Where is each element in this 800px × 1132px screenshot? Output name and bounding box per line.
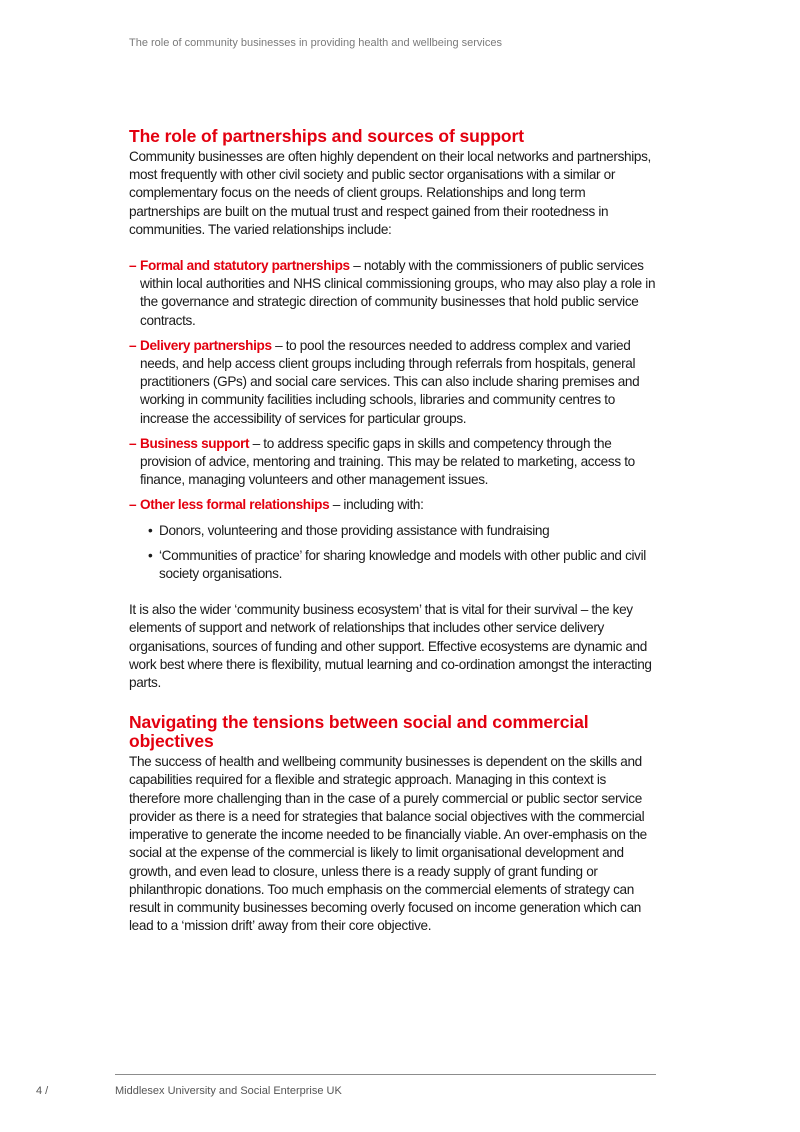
list-item-term: Business support [140,435,250,451]
tensions-paragraph: The success of health and wellbeing community businesses is dependent on the skills and capabilities required for a flexible and strategic approach. Managing in this context is therefore more challenging than in the case of a purely commercial or public sector service provider as there is a need for strategies that balance social objectives with the commercial imperative to generate the income needed to be financially viable. An over-emphasis on the social at the expense of the commercial is likely to limit organisational development and growth, and even lead to closure, unless there is a ready supply of grant funding or philanthropic donations. Too much emphasis on the commercial elements of strategy can result in community businesses becoming overly focused on income generation which can lead to a ‘mission drift’ away from their core objective. [129,754,647,934]
list-item-term: Delivery partnerships [140,337,272,353]
page-number: 4 / [36,1085,49,1097]
dash-marker: – [129,258,137,274]
footer-divider [115,1074,656,1075]
sub-bullet-text: Donors, volunteering and those providing assistance with fundraising [159,522,550,538]
list-item-formal-partnerships [129,257,659,330]
section-heading-partnerships: The role of partnerships and sources of support [129,126,524,146]
list-item-term: Other less formal relationships [140,497,330,513]
dash-marker: – [129,497,137,513]
dash-marker: – [129,337,137,353]
list-item-text: – notably with the commissioners of public services within local authorities and NHS clinical commissioning groups, who may also play a role in the governance and strategic direction of community businesses that hold public service contracts. [140,258,656,328]
list-item-term: Formal and statutory partnerships [140,258,350,274]
bullet-icon: • [148,547,153,563]
page-content [129,127,659,935]
list-item-other-relationships [129,496,659,583]
intro-paragraph: Community businesses are often highly dependent on their local networks and partnerships, most frequently with other civil society and public sector organisations with a similar or complementary focus on the needs of client groups. Relationships and long term partnerships are built on the mutual trust and respect gained from their rootedness in communities. The varied relationships include: [129,149,651,237]
list-item-text: – to address specific gaps in skills and competency through the provision of advice, mentoring and training. This may be related to marketing, access to finance, managing volunteers and other management issues. [140,435,635,488]
list-item-delivery-partnerships [129,337,659,428]
footer-publisher: Middlesex University and Social Enterprise UK [115,1085,342,1097]
ecosystem-paragraph: It is also the wider ‘community business ecosystem’ that is vital for their survival – the key elements of support and network of relationships that includes other service delivery organisations, sources of funding and other support. Effective ecosystems are dynamic and work best where there is flexibility, mutual learning and co-ordination amongst the interacting parts. [129,602,652,691]
list-item-business-support [129,435,659,490]
list-item-text: – including with: [329,497,424,513]
running-header: The role of community businesses in providing health and wellbeing services [129,37,502,49]
sub-bullet-item [140,522,659,540]
bullet-icon: • [148,522,153,538]
section-heading-tensions: Navigating the tensions between social and commercial objectives [129,712,589,752]
dash-marker: – [129,435,137,451]
list-item-text: – to pool the resources needed to address complex and varied needs, and help access client groups including through referrals from hospitals, general practitioners (GPs) and social care services. This can also include sharing premises and working in community facilities including schools, libraries and community centres to increase the accessibility of services for particular groups. [140,337,640,426]
relationships-list [129,257,659,583]
sub-bullet-item [140,547,659,583]
sub-bullet-text: ‘Communities of practice’ for sharing knowledge and models with other public and civil society organisations. [159,547,646,582]
sub-bullet-list [140,522,659,584]
